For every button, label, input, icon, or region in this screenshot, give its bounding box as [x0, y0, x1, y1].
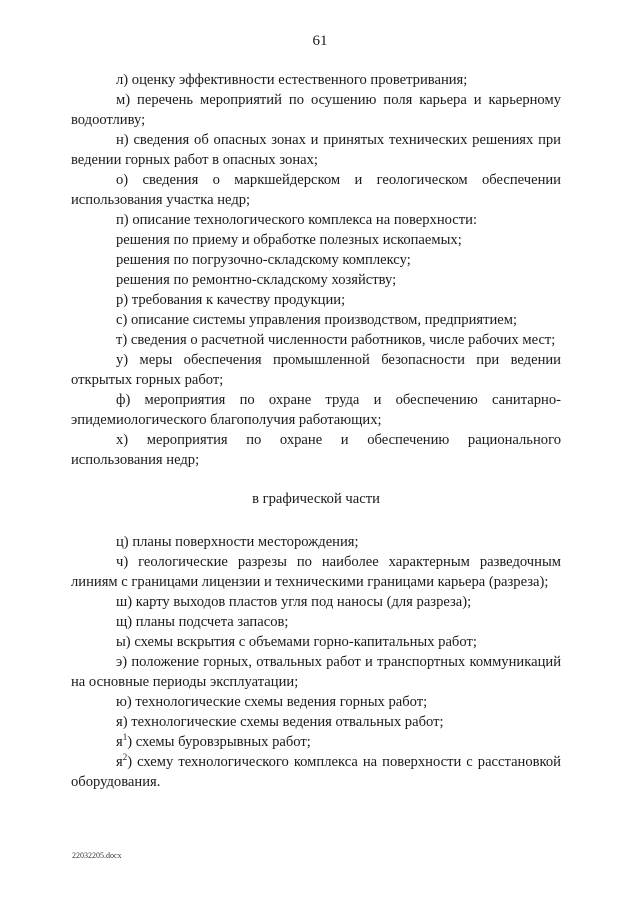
list-item: решения по ремонтно-складскому хозяйству;	[116, 272, 397, 288]
list-item: н) сведения об опасных зонах и принятых технических решениях при ведении горных работ в опасных зонах;	[71, 132, 561, 168]
list-item: ю) технологические схемы ведения горных работ;	[116, 694, 428, 710]
list-item: ч) геологические разрезы по наиболее характерным разведочным линиям с границами лицензии и техническими границами карьера (разреза);	[71, 554, 561, 590]
list-item: щ) планы подсчета запасов;	[116, 614, 289, 630]
list-item: о) сведения о маркшейдерском и геологическом обеспечении использования участка недр;	[71, 172, 561, 208]
page-number: 61	[312, 33, 328, 49]
list-item: л) оценку эффективности естественного проветривания;	[116, 72, 468, 88]
list-item	[71, 752, 561, 792]
list-item: ш) карту выходов пластов угля под наносы (для разреза);	[116, 594, 472, 610]
document-body	[71, 70, 561, 792]
item-letter: я	[116, 754, 123, 770]
list-item: ф) мероприятия по охране труда и обеспечению санитарно-эпидемиологического благополучия работающих;	[71, 392, 561, 428]
list-item: у) меры обеспечения промышленной безопасности при ведении открытых горных работ;	[71, 352, 561, 388]
list-item: я) технологические схемы ведения отвальных работ;	[116, 714, 444, 730]
list-item: ц) планы поверхности месторождения;	[116, 534, 359, 550]
section-heading: в графической части	[252, 491, 380, 507]
item-superscript: 1	[122, 732, 128, 743]
list-item: п) описание технологического комплекса на поверхности:	[116, 212, 478, 228]
list-item: х) мероприятия по охране и обеспечению рационального использования недр;	[71, 432, 561, 468]
list-item: м) перечень мероприятий по осушению поля карьера и карьерному водоотливу;	[71, 92, 561, 128]
list-item: э) положение горных, отвальных работ и транспортных коммуникаций на основные периоды эксплуатации;	[71, 654, 561, 690]
item-letter: я	[116, 734, 123, 750]
list-item: с) описание системы управления производством, предприятием;	[116, 312, 518, 328]
footer-filename: 22032205.docx	[72, 851, 122, 860]
list-item	[71, 732, 561, 752]
list-item: решения по погрузочно-складскому комплексу;	[116, 252, 411, 268]
item-text: ) схемы буровзрывных работ;	[127, 734, 311, 750]
list-item: решения по приему и обработке полезных ископаемых;	[116, 232, 462, 248]
list-item: р) требования к качеству продукции;	[116, 292, 346, 308]
list-item: ы) схемы вскрытия с объемами горно-капитальных работ;	[116, 634, 477, 650]
item-text: ) схему технологического комплекса на поверхности с расстановкой оборудования.	[71, 754, 561, 790]
list-item: т) сведения о расчетной численности работников, числе рабочих мест;	[116, 332, 556, 348]
item-superscript: 2	[122, 752, 128, 763]
